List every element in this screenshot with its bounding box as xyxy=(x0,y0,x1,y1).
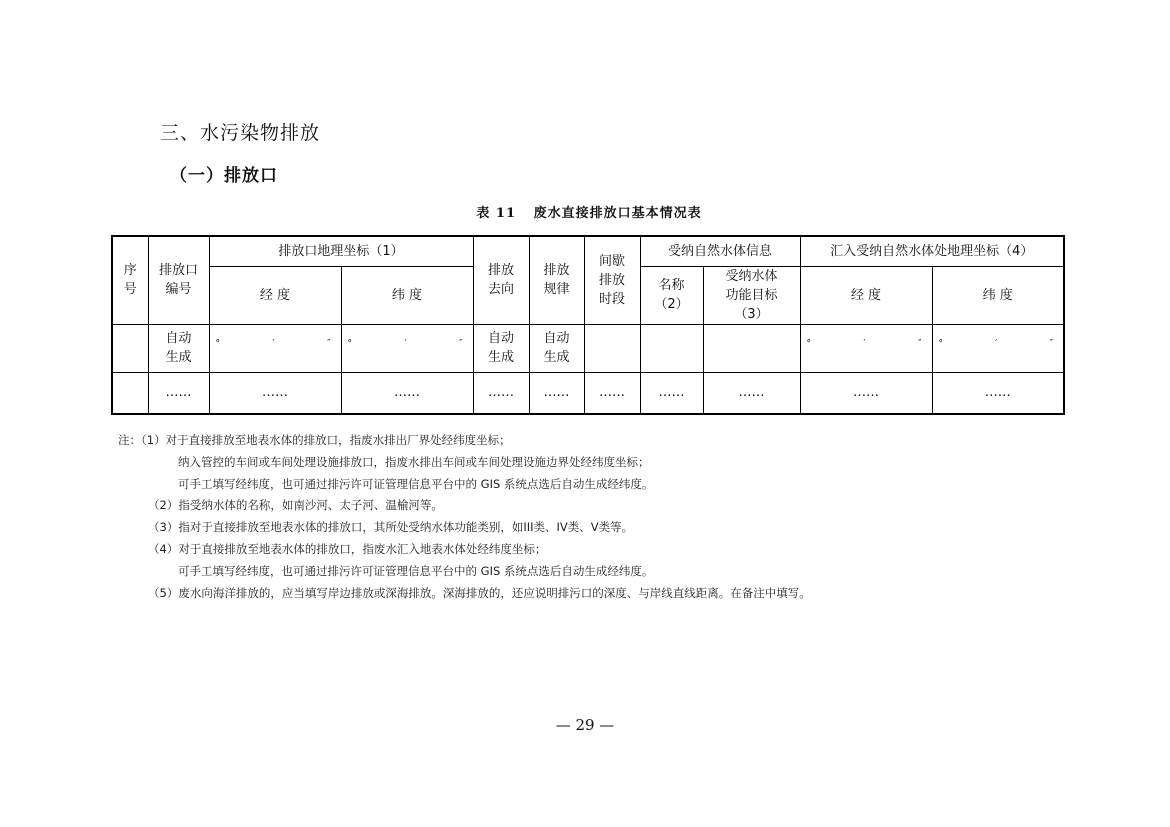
cell-latitude: ° ′ ″ xyxy=(341,324,473,372)
cell-intermittent-period xyxy=(584,324,640,372)
header-outlet-geo: 排放口地理坐标（1） xyxy=(209,236,473,266)
cell-ellipsis: …… xyxy=(473,372,529,414)
header-receiving-water: 受纳自然水体信息 xyxy=(640,236,800,266)
page-number: — 29 — xyxy=(555,716,615,734)
note-line: （2）指受纳水体的名称，如南沙河、太子河、温榆河等。 xyxy=(148,498,443,513)
cell-outlet-id: 自动 生成 xyxy=(148,324,209,372)
wastewater-outlet-table xyxy=(111,235,1065,415)
cell-seq xyxy=(112,324,148,372)
cell-seq xyxy=(112,372,148,414)
table-notes xyxy=(118,430,811,604)
note-line: 可手工填写经纬度，也可通过排污许可证管理信息平台中的 GIS 系统点选后自动生成经纬度。 xyxy=(178,563,654,578)
note-line: （5）废水向海洋排放的，应当填写岸边排放或深海排放。深海排放的，还应说明排污口的深度、与岸线直线距离。在备注中填写。 xyxy=(148,585,811,600)
table-title: 废水直接排放口基本情况表 xyxy=(533,206,702,221)
header-discharge-pattern: 排放 规律 xyxy=(529,236,584,324)
cell-water-name xyxy=(640,324,703,372)
cell-ellipsis: …… xyxy=(640,372,703,414)
table-row xyxy=(112,324,1064,372)
table-number: 表 11 xyxy=(476,206,517,221)
note-line: 可手工填写经纬度，也可通过排污许可证管理信息平台中的 GIS 系统点选后自动生成经纬度。 xyxy=(178,476,654,491)
table-row xyxy=(112,372,1064,414)
cell-ellipsis: …… xyxy=(584,372,640,414)
header-discharge-direction: 排放 去向 xyxy=(473,236,529,324)
header-confluence-longitude: 经 度 xyxy=(800,266,932,324)
header-confluence-latitude: 纬 度 xyxy=(932,266,1064,324)
note-line: （3）指对于直接排放至地表水体的排放口，其所处受纳水体功能类别，如III类、IV类、V类等。 xyxy=(148,520,634,535)
cell-ellipsis: …… xyxy=(341,372,473,414)
header-water-function: 受纳水体 功能目标 （3） xyxy=(703,266,800,324)
header-seq: 序 号 xyxy=(112,236,148,324)
cell-discharge-pattern: 自动 生成 xyxy=(529,324,584,372)
note-line: 注：（1）对于直接排放至地表水体的排放口，指废水排出厂界处经纬度坐标； xyxy=(118,433,511,447)
cell-ellipsis: …… xyxy=(148,372,209,414)
note-line: （4）对于直接排放至地表水体的排放口，指废水汇入地表水体处经纬度坐标； xyxy=(148,541,547,556)
cell-ellipsis: …… xyxy=(529,372,584,414)
cell-confluence-latitude: ° ′ ″ xyxy=(932,324,1064,372)
note-line: 纳入管控的车间或车间处理设施排放口，指废水排出车间或车间处理设施边界处经纬度坐标； xyxy=(178,454,650,469)
cell-ellipsis: …… xyxy=(932,372,1064,414)
cell-ellipsis: …… xyxy=(800,372,932,414)
cell-water-function xyxy=(703,324,800,372)
cell-ellipsis: …… xyxy=(209,372,341,414)
cell-longitude: ° ′ ″ xyxy=(209,324,341,372)
header-latitude: 纬 度 xyxy=(341,266,473,324)
cell-discharge-direction: 自动 生成 xyxy=(473,324,529,372)
header-water-name: 名称 （2） xyxy=(640,266,703,324)
cell-confluence-longitude: ° ′ ″ xyxy=(800,324,932,372)
header-outlet-id: 排放口 编号 xyxy=(148,236,209,324)
header-confluence-geo: 汇入受纳自然水体处地理坐标（4） xyxy=(800,236,1064,266)
table-caption xyxy=(0,202,1170,221)
cell-ellipsis: …… xyxy=(703,372,800,414)
section-heading: 三、水污染物排放 xyxy=(160,122,321,144)
header-intermittent-period: 间歇 排放 时段 xyxy=(584,236,640,324)
header-longitude: 经 度 xyxy=(209,266,341,324)
subsection-heading: （一）排放口 xyxy=(170,166,278,186)
